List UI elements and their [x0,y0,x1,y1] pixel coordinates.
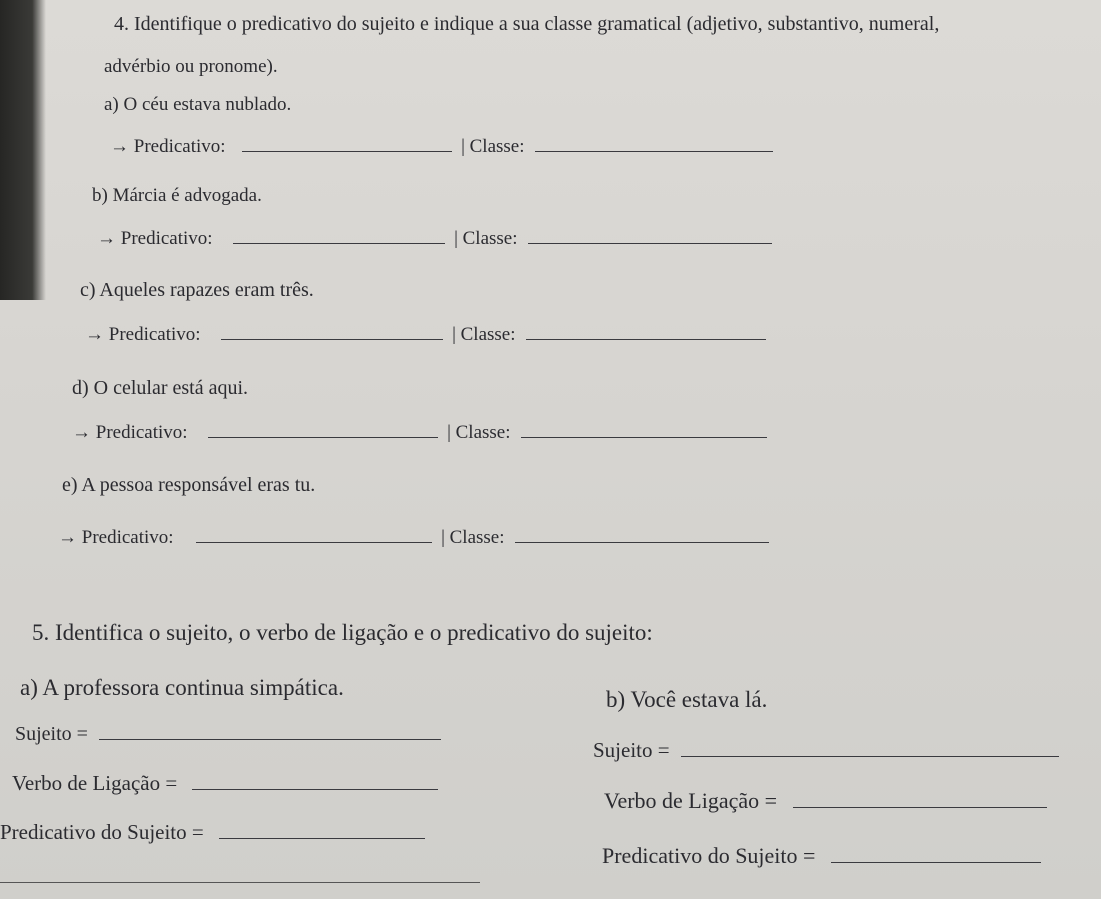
q4-predicativo-row-a [110,137,773,156]
classe-answer-blank[interactable] [526,325,766,340]
page-edge-shadow [0,0,46,300]
q4-title-line2: advérbio ou pronome). [104,56,278,77]
q5a-verbo-row [12,773,438,794]
classe-label: | Classe: [452,324,516,345]
verbo-answer-blank[interactable] [793,793,1047,808]
classe-label: | Classe: [447,422,511,443]
sujeito-answer-blank[interactable] [99,725,441,740]
predicativo-answer-blank[interactable] [221,325,443,340]
predicativo-sujeito-label: Predicativo do Sujeito = [0,820,204,844]
classe-answer-blank[interactable] [521,423,767,438]
q4-sentence-e: e) A pessoa responsável eras tu. [62,474,316,496]
classe-label: | Classe: [441,527,505,548]
q5-item-a: a) A professora continua simpática. [20,675,344,700]
verbo-label: Verbo de Ligação = [604,788,778,813]
q4-sentence-b: b) Márcia é advogada. [92,185,262,206]
q4-predicativo-row-e [58,528,769,547]
predicativo-answer-blank[interactable] [233,229,445,244]
q4-predicativo-row-b [97,229,772,248]
classe-label: | Classe: [461,136,525,157]
q5b-predicativo-row [602,845,1041,867]
sujeito-label: Sujeito = [593,738,670,762]
q4-sentence-a: a) O céu estava nublado. [104,94,292,115]
page-bottom-rule [0,882,480,883]
predicativo-label: → Predicativo: [110,136,226,157]
predicativo-label: → Predicativo: [72,422,188,443]
q5-item-b: b) Você estava lá. [606,687,768,712]
classe-answer-blank[interactable] [515,528,769,543]
q4-title-line1: 4. Identifique o predicativo do sujeito e indique a sua classe gramatical (adjetivo, substantivo, numeral, [114,13,940,35]
verbo-answer-blank[interactable] [192,775,438,790]
predicativo-sujeito-label: Predicativo do Sujeito = [602,843,816,868]
q5a-sujeito-row [15,724,441,744]
sujeito-label: Sujeito = [15,723,88,745]
predicativo-answer-blank[interactable] [219,824,425,839]
classe-label: | Classe: [454,228,518,249]
classe-answer-blank[interactable] [528,229,772,244]
predicativo-answer-blank[interactable] [208,423,438,438]
q4-predicativo-row-d [72,423,767,442]
q5-title: 5. Identifica o sujeito, o verbo de ligação e o predicativo do sujeito: [32,620,653,645]
predicativo-label: → Predicativo: [85,324,201,345]
sujeito-answer-blank[interactable] [681,742,1059,757]
q5b-verbo-row [604,790,1047,812]
verbo-label: Verbo de Ligação = [12,771,178,795]
predicativo-answer-blank[interactable] [242,137,452,152]
predicativo-answer-blank[interactable] [831,848,1041,863]
q4-sentence-d: d) O celular está aqui. [72,377,249,399]
classe-answer-blank[interactable] [535,137,773,152]
predicativo-answer-blank[interactable] [196,528,432,543]
q5b-sujeito-row [593,740,1059,761]
predicativo-label: → Predicativo: [58,527,174,548]
q4-sentence-c: c) Aqueles rapazes eram três. [80,279,314,301]
predicativo-label: → Predicativo: [97,228,213,249]
q4-predicativo-row-c [85,325,766,344]
q5a-predicativo-row [0,822,425,843]
